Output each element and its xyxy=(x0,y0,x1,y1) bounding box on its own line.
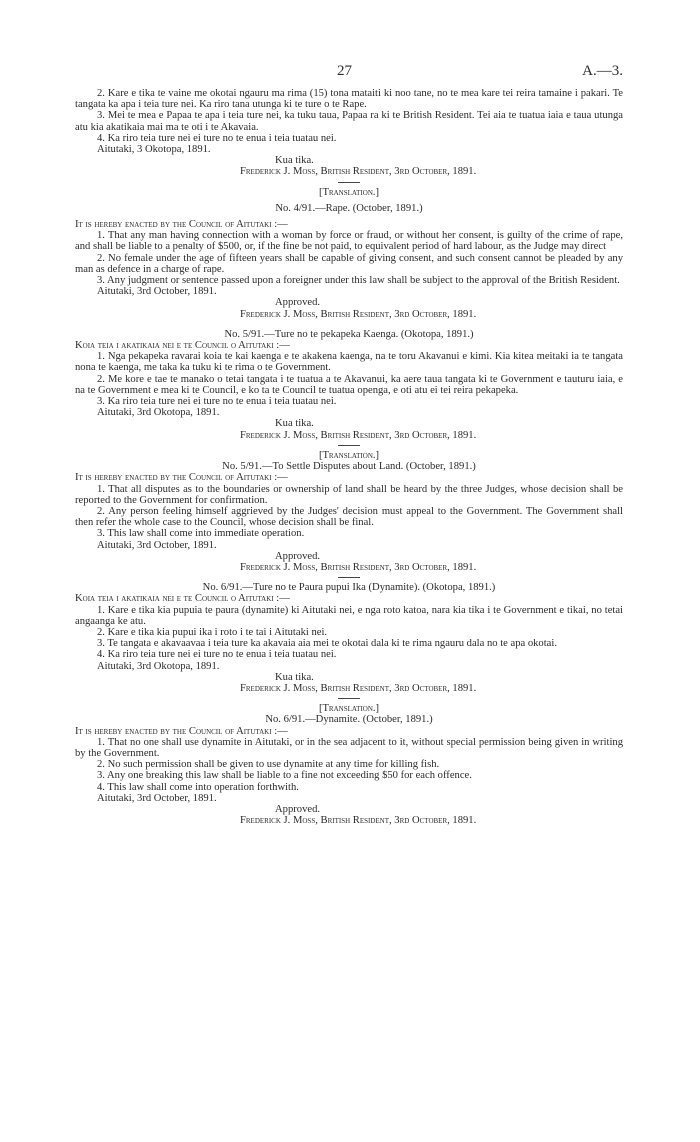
clause: 3. Te tangata e akavaavaa i teia ture ka akavaia aia mei te okotai dala ki te rima ngauru dala no te apa okotai. xyxy=(97,638,557,650)
signature: Frederick J. Moss, British Resident, 3rd October, 1891. xyxy=(240,166,477,178)
clause: 2. Any person feeling himself aggrieved by the Judges' decision must appeal to the Government. The Government shall then refer the whole case to the Council, whose decision shall be final. xyxy=(75,505,623,529)
approval: Approved. xyxy=(275,803,321,815)
enacting-clause: Koia teia i akatikaia nei e te Council o Aitutaki :— xyxy=(75,593,290,605)
place-date: Aitutaki, 3rd October, 1891. xyxy=(97,286,217,298)
clause: 3. Mei te mea e Papaa te apa i teia ture nei, ka tuku taua, Papaa ra ki te British Resident. Tei aia te tuatua iaia e taua utunga atu kia akatikaia mai ma te oti i te Akavaia. xyxy=(75,110,623,133)
clause: 2. Me kore e tae te manako o tetai tangata i te tuatua a te Akavanui, ka aere taua tangata ki te Government e tauturu iaia, e na te Government e mea ki te Council, e ko ta te Council te tuatua openga, e oti atu ei tei reira pekapeka. xyxy=(75,373,623,396)
place-date: Aitutaki, 3rd Okotopa, 1891. xyxy=(97,407,220,419)
law-title: No. 6/91.—Ture no te Paura pupui Ika (Dynamite). (Okotopa, 1891.) xyxy=(202,582,496,594)
clause: 2. Kare e tika te vaine me okotai ngauru ma rima (15) tona mataiti ki noo tane, no te mea kare tei reira tamaine i pakari. Te tangata ka apa i teia ture nei. Ka riro tana utunga ki te ture o te Rape. xyxy=(75,88,623,111)
page-number: 27 xyxy=(337,63,352,79)
law-5-maori xyxy=(75,329,623,441)
divider xyxy=(338,698,360,699)
clause: 4. Ka riro teia ture nei ei ture no te enua i teia tuatau nei. xyxy=(97,132,337,144)
place-date: Aitutaki, 3 Okotopa, 1891. xyxy=(97,144,211,156)
clause: 3. Any one breaking this law shall be liable to a fine not exceeding $50 for each offence. xyxy=(97,770,472,782)
enacting-clause: It is hereby enacted by the Council of Aitutaki :— xyxy=(75,725,288,737)
signature: Frederick J. Moss, British Resident, 3rd October, 1891. xyxy=(240,682,477,694)
page-header xyxy=(75,63,623,88)
clause: 2. No female under the age of fifteen years shall be capable of giving consent, and such consent cannot be pleaded by any man as defence in a charge of rape. xyxy=(75,252,623,275)
clause: 1. That all disputes as to the boundaries or ownership of land shall be heard by the three Judges, whose decision shall be reported to the Government for confirmation. xyxy=(75,483,623,506)
place-date: Aitutaki, 3rd October, 1891. xyxy=(97,539,217,551)
signature: Frederick J. Moss, British Resident, 3rd October, 1891. xyxy=(240,561,477,573)
clause: 2. No such permission shall be given to use dynamite at any time for killing fish. xyxy=(97,759,440,771)
law-6-translation xyxy=(75,703,623,826)
clause: 3. Any judgment or sentence passed upon a foreigner under this law shall be subject to the approval of the British Resident. xyxy=(97,275,620,287)
law-title: No. 4/91.—Rape. (October, 1891.) xyxy=(275,202,423,214)
enacting-clause: It is hereby enacted by the Council of Aitutaki :— xyxy=(75,472,288,484)
divider xyxy=(338,577,360,578)
enacting-clause: It is hereby enacted by the Council of Aitutaki :— xyxy=(75,219,288,231)
enacting-clause: Koia teia i akatikaia nei e te Council o Aitutaki :— xyxy=(75,340,290,352)
clause: 1. Kare e tika kia pupuia te paura (dynamite) ki Aitutaki nei, e nga roto katoa, nara kia tika i te Government e tikai, no tetai angaanga ke atu. xyxy=(75,604,623,627)
approval: Kua tika. xyxy=(275,671,314,683)
place-date: Aitutaki, 3rd October, 1891. xyxy=(97,792,217,804)
law-5-translation xyxy=(75,450,623,573)
approval: Kua tika. xyxy=(275,155,314,167)
clause: 3. Ka riro teia ture nei ei ture no te enua i teia tuatau nei. xyxy=(97,396,337,408)
approval: Approved. xyxy=(275,550,321,562)
series-number: A.—3. xyxy=(582,63,623,79)
clause: 1. That any man having connection with a woman by force or fraud, or without her consent, is guilty of the crime of rape, and shall be liable to a penalty of $500, or, if the fine be not paid, to equivalent period of hard labour, as the Judge may direct xyxy=(75,230,623,253)
place-date: Aitutaki, 3rd Okotopa, 1891. xyxy=(97,660,220,672)
section-prev xyxy=(75,88,623,178)
clause: 4. Ka riro teia ture nei ei ture no te enua i teia tuatau nei. xyxy=(97,649,337,661)
signature: Frederick J. Moss, British Resident, 3rd October, 1891. xyxy=(240,815,477,827)
divider xyxy=(338,445,360,446)
clause: 1. That no one shall use dynamite in Aitutaki, or in the sea adjacent to it, without special permission being given in writing by the Government. xyxy=(75,736,623,759)
clause: 3. This law shall come into immediate operation. xyxy=(97,528,305,540)
document-page xyxy=(75,63,623,827)
law-title: No. 5/91.—Ture no te pekapeka Kaenga. (Okotopa, 1891.) xyxy=(224,328,474,340)
clause: 4. This law shall come into operation forthwith. xyxy=(97,781,299,793)
divider xyxy=(338,182,360,183)
law-title: No. 6/91.—Dynamite. (October, 1891.) xyxy=(265,714,433,726)
clause: 1. Nga pekapeka ravarai koia te kai kaenga e te akakena kaenga, na te toru Akavanui e kimi. Kia kitea meitaki ia te tangata nona te kaenga, me taka ka tuku ki te rima o te Government. xyxy=(75,351,623,374)
clause: 2. Kare e tika kia pupui ika i roto i te tai i Aitutaki nei. xyxy=(97,626,328,638)
law-4-translation xyxy=(75,187,623,320)
translation-label: [Translation.] xyxy=(318,449,380,461)
signature: Frederick J. Moss, British Resident, 3rd October, 1891. xyxy=(240,429,477,441)
law-6-maori xyxy=(75,582,623,694)
law-title: No. 5/91.—To Settle Disputes about Land. (October, 1891.) xyxy=(222,461,476,473)
approval: Kua tika. xyxy=(275,418,314,430)
signature: Frederick J. Moss, British Resident, 3rd October, 1891. xyxy=(240,308,477,320)
translation-label: [Translation.] xyxy=(318,186,380,198)
translation-label: [Translation.] xyxy=(318,703,380,715)
approval: Approved. xyxy=(275,297,321,309)
